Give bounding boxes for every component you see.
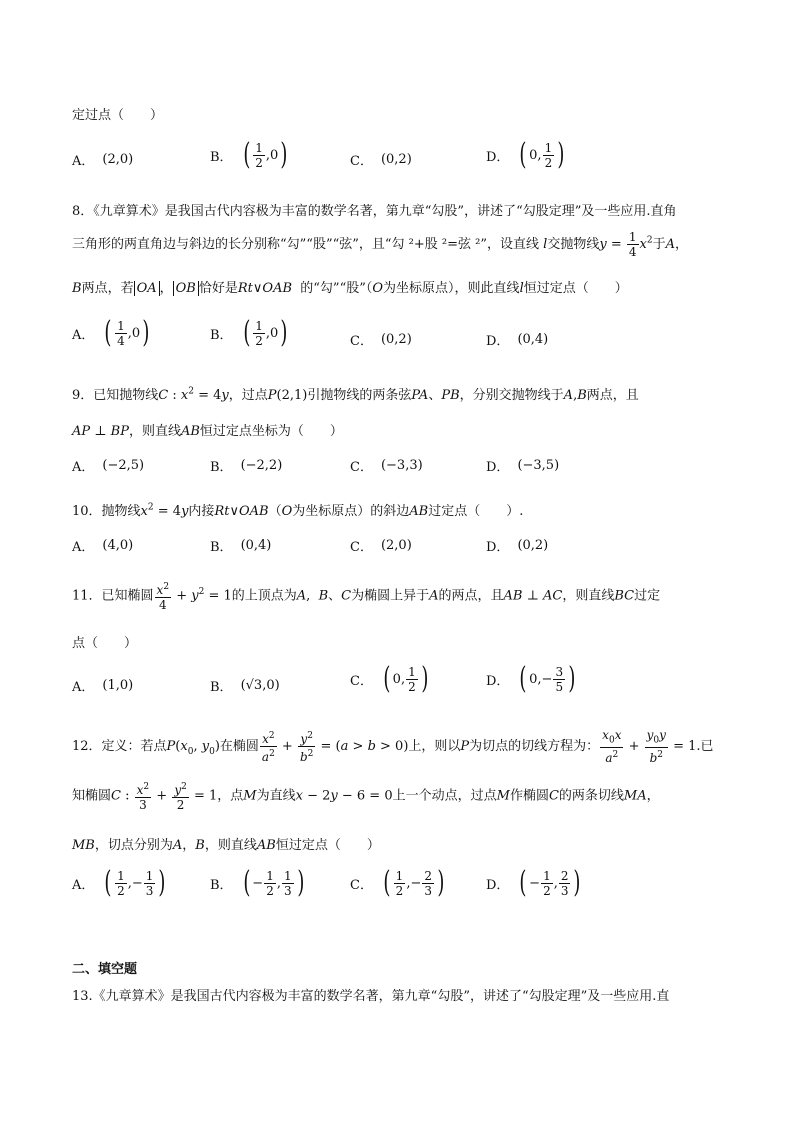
q12-options [72,865,732,908]
q10-line: 10．抛物线$x^2 = 4y$内接Rt∨OAB（O为坐标原点）的斜边AB过定点（ ）. [72,502,524,519]
q12-option-c[interactable]: C． ( $\frac{1}{2}$ ,− $\frac{2}{3}$ ) [350,865,445,900]
q12-line2: 知椭圆C : $\frac{x^2}{3}$ + $\frac{y^2}{2}$ = 1，点M为直线x − 2y − 6 = 0上一个动点，过点M作椭圆C的两条切线MA， [72,782,660,812]
q10-option-c[interactable]: C． (2,0) [350,538,412,555]
q7-tail: 定过点（ ） [72,108,164,123]
q12-line3: MB，切点分别为A，B，则直线AB恒过定点（ ） [72,838,380,853]
q12-line1: 12．定义：若点$P(x_0$, $y_0$)在椭圆 $\frac{x^2}{a^2}$ + $\frac{y^2}{b^2}$ = (a > b > 0)上，则以P为切点的切线方程为： $\frac{x_0x}{a^2}$ + $\frac{y_0y}{b^2}$ = 1.已 [72,728,714,766]
q9-options [72,456,732,476]
q9-line2: AP ⊥ BP，则直线AB恒过定点坐标为（ ） [72,424,343,439]
q7-option-d[interactable]: D． ( 0, $\frac{1}{2}$ ) [486,137,565,172]
q11-option-a[interactable]: A． (1,0) [72,678,134,695]
q7-options [72,137,732,180]
q8-option-a[interactable]: A． ( $\frac{1}{4}$ ,0 ) [72,315,150,350]
q11-option-d[interactable]: D． ( 0,− $\frac{3}{5}$ ) [486,661,576,696]
q13-line1: 13.《九章算术》是我国古代内容极为丰富的数学名著，第九章“勾股”，讲述了“勾股定理”及一些应用.直 [72,989,670,1004]
q10-options [72,536,732,556]
q11-option-c[interactable]: C． ( 0, $\frac{1}{2}$ ) [350,661,429,696]
q7-option-c[interactable]: C． (0,2) [350,152,412,169]
q8-line3: B两点，若 OA ， OB 恰好是Rt∨OAB 的“勾”“股”（O为坐标原点），则此直线l恒过定点（ ） [72,281,628,296]
q7-option-a[interactable]: A． (2,0) [72,152,134,169]
q10-option-d[interactable]: D． (0,2) [486,538,549,555]
q9-option-a[interactable]: A． (−2,5) [72,458,145,475]
q12-option-d[interactable]: D． ( − $\frac{1}{2}$ , $\frac{2}{3}$ ) [486,865,581,900]
q9-line1: 9．已知抛物线C : $x^2 = 4y$，过点P(2,1)引抛物线的两条弦PA、PB，分别交抛物线于A,B两点，且 [72,386,639,403]
q9-option-b[interactable]: B． (−2,2) [210,458,283,475]
section-heading-fill-in: 二、填空题 [72,962,138,977]
q9-option-d[interactable]: D． (−3,5) [486,458,560,475]
q8-options [72,315,732,358]
q8-option-c[interactable]: C． (0,2) [350,332,412,349]
q9-option-c[interactable]: C． (−3,3) [350,458,423,475]
q11-line1: 11．已知椭圆 $\frac{x^2}{4}$ + $y^2 = 1$的上顶点为A, B、C为椭圆上异于A的两点，且AB ⊥ AC，则直线BC过定 [72,582,661,612]
q12-option-a[interactable]: A． ( $\frac{1}{2}$ ,− $\frac{1}{3}$ ) [72,865,166,900]
q8-line1: 8．《九章算术》是我国古代内容极为丰富的数学名著，第九章“勾股”，讲述了“勾股定理”及一些应用.直角 [72,204,677,219]
q11-line2: 点（ ） [72,636,138,651]
q12-option-b[interactable]: B． ( − $\frac{1}{2}$ , $\frac{1}{3}$ ) [210,865,304,900]
q8-line2: 三角形的两直角边与斜边的长分别称“勾”“股”“弦”，且“勾 ²+股 ²=弦 ²”，设直线 l交抛物线y = $\frac{1}{4}$ $x^2$于A， [72,230,688,259]
q8-option-b[interactable]: B． ( $\frac{1}{2}$ ,0 ) [210,315,288,350]
q11-options [72,661,732,704]
q10-option-a[interactable]: A． (4,0) [72,538,134,555]
q10-option-b[interactable]: B． (0,4) [210,538,272,555]
q7-option-b[interactable]: B． ( $\frac{1}{2}$ ,0 ) [210,137,288,172]
q8-option-d[interactable]: D． (0,4) [486,332,549,349]
q11-option-b[interactable]: B． (√3,0) [210,678,280,695]
